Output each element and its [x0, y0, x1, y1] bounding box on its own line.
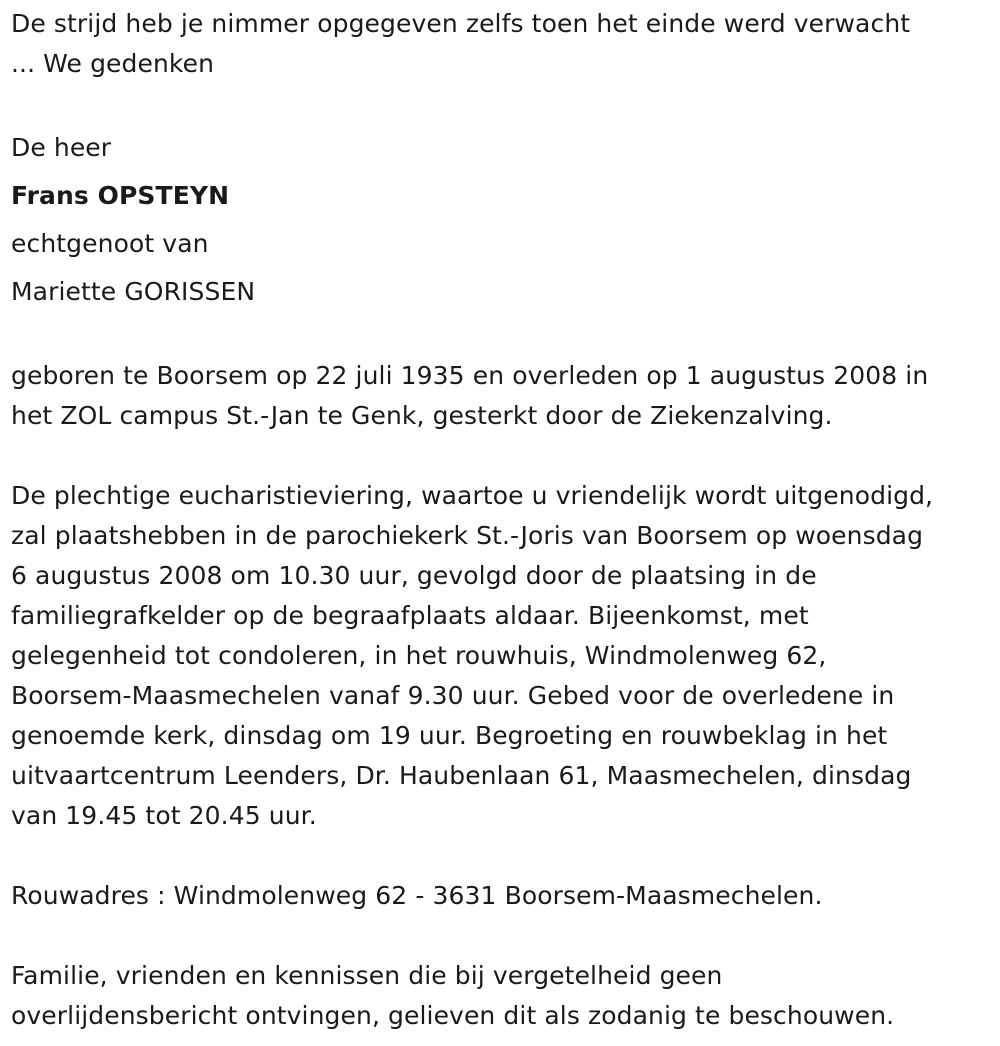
birth-death-line: het ZOL campus St.-Jan te Genk, gesterkt door de Ziekenzalving.: [11, 401, 833, 430]
spouse-name: Mariette GORISSEN: [11, 277, 256, 306]
mourning-address: Rouwadres : Windmolenweg 62 - 3631 Boorsem-Maasmechelen.: [11, 881, 823, 910]
birth-death-section: [11, 356, 1000, 436]
paragraph-gap: [11, 436, 1000, 476]
paragraph-gap: [11, 316, 1000, 356]
closing-line: overlijdensbericht ontvingen, gelieven dit als zodanig te beschouwen.: [11, 1001, 895, 1030]
title-line: De heer: [11, 133, 112, 162]
birth-death-line: geboren te Boorsem op 22 juli 1935 en overleden op 1 augustus 2008 in: [11, 361, 929, 390]
ceremony-line: genoemde kerk, dinsdag om 19 uur. Begroeting en rouwbeklag in het: [11, 721, 888, 750]
relation-line: echtgenoot van: [11, 229, 209, 258]
ceremony-line: zal plaatshebben in de parochiekerk St.-Joris van Boorsem op woensdag: [11, 521, 924, 550]
ceremony-line: gelegenheid tot condoleren, in het rouwhuis, Windmolenweg 62,: [11, 641, 827, 670]
paragraph-gap: [11, 916, 1000, 956]
ceremony-section: [11, 476, 1000, 836]
intro-line: ... We gedenken: [11, 49, 215, 78]
paragraph-gap: [11, 84, 1000, 124]
ceremony-line: De plechtige eucharistieviering, waartoe u vriendelijk wordt uitgenodigd,: [11, 481, 934, 510]
deceased-name: Frans OPSTEYN: [11, 181, 230, 210]
closing-line: Familie, vrienden en kennissen die bij vergetelheid geen: [11, 961, 723, 990]
name-section: [11, 124, 1000, 316]
address-section: [11, 876, 1000, 916]
paragraph-gap: [11, 836, 1000, 876]
intro-line: De strijd heb je nimmer opgegeven zelfs toen het einde werd verwacht: [11, 9, 911, 38]
ceremony-line: Boorsem-Maasmechelen vanaf 9.30 uur. Gebed voor de overledene in: [11, 681, 895, 710]
ceremony-line: uitvaartcentrum Leenders, Dr. Haubenlaan 61, Maasmechelen, dinsdag: [11, 761, 912, 790]
ceremony-line: van 19.45 tot 20.45 uur.: [11, 801, 317, 830]
ceremony-line: 6 augustus 2008 om 10.30 uur, gevolgd door de plaatsing in de: [11, 561, 817, 590]
ceremony-line: familiegrafkelder op de begraafplaats aldaar. Bijeenkomst, met: [11, 601, 809, 630]
closing-section: [11, 956, 1000, 1036]
intro-section: [11, 4, 1000, 84]
